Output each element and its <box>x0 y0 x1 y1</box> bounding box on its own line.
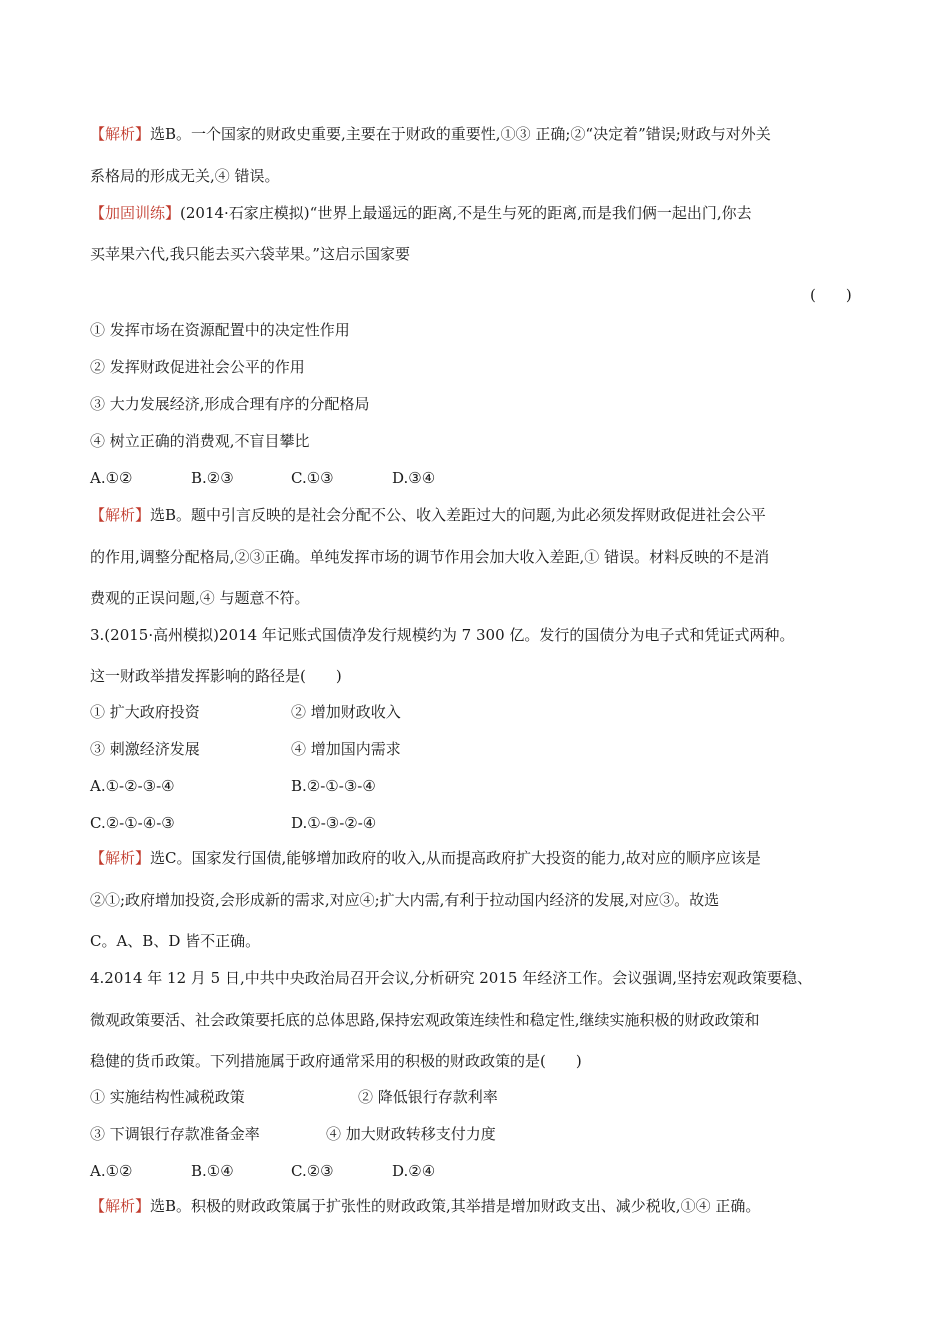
question-3-line-2: 这一财政举措发挥影响的路径是( ) <box>90 667 342 685</box>
q4-option-c: C.②③ <box>291 1162 334 1180</box>
question-4-line-3: 稳健的货币政策。下列措施属于政府通常采用的积极的财政政策的是( ) <box>90 1052 582 1070</box>
practice-line-2: 买苹果六代,我只能去买六袋苹果。”这启示国家要 <box>90 245 410 263</box>
question-4-items-row-2 <box>90 1124 496 1144</box>
analysis-tag: 【解析】 <box>90 125 151 143</box>
q4-option-d: D.②④ <box>392 1162 436 1180</box>
analysis-2-line-3: 费观的正误问题,④ 与题意不符。 <box>90 589 310 607</box>
practice-line-1: 【加固训练】(2014·石家庄模拟)“世界上最遥远的距离,不是生与死的距离,而是我们俩一起出门,你去 <box>90 204 752 222</box>
option-b: B.②③ <box>191 469 234 487</box>
answer-paren: ( ) <box>810 286 852 304</box>
question-4-line-1: 4.2014 年 12 月 5 日,中共中央政治局召开会议,分析研究 2015 年经济工作。会议强调,坚持宏观政策要稳、 <box>90 969 812 987</box>
analysis-2-line-1: 【解析】选B。题中引言反映的是社会分配不公、收入差距过大的问题,为此必须发挥财政促进社会公平 <box>90 506 766 524</box>
q4-item-1: ① 实施结构性减税政策 <box>90 1088 245 1106</box>
analysis-2-line-2: 的作用,调整分配格局,②③正确。单纯发挥市场的调节作用会加大收入差距,① 错误。材料反映的不是消 <box>90 548 770 566</box>
analysis-3-line-1: 【解析】选C。国家发行国债,能够增加政府的收入,从而提高政府扩大投资的能力,故对应的顺序应该是 <box>90 849 761 867</box>
practice-options <box>90 468 435 488</box>
practice-item-1: ① 发挥市场在资源配置中的决定性作用 <box>90 321 350 339</box>
option-a: A.①② <box>90 469 133 487</box>
question-3-items-row-2 <box>90 739 401 759</box>
question-3-items-row-1 <box>90 702 401 722</box>
question-4-items-row-1 <box>90 1087 498 1107</box>
practice-tag: 【加固训练】 <box>90 204 181 222</box>
practice-item-2: ② 发挥财政促进社会公平的作用 <box>90 358 305 376</box>
question-3-options-row-1 <box>90 776 376 796</box>
analysis-tag: 【解析】 <box>90 1197 151 1215</box>
analysis-3-line-2: ②①;政府增加投资,会形成新的需求,对应④;扩大内需,有利于拉动国内经济的发展,对应③。故选 <box>90 891 720 909</box>
option-c: C.①③ <box>291 469 334 487</box>
q4-item-2: ② 降低银行存款利率 <box>358 1088 498 1106</box>
q3-item-3: ③ 刺激经济发展 <box>90 740 200 758</box>
analysis-1-line-2: 系格局的形成无关,④ 错误。 <box>90 167 280 185</box>
q3-item-1: ① 扩大政府投资 <box>90 703 200 721</box>
q4-option-b: B.①④ <box>191 1162 234 1180</box>
q4-item-4: ④ 加大财政转移支付力度 <box>326 1125 496 1143</box>
analysis-tag: 【解析】 <box>90 506 151 524</box>
q3-option-a: A.①-②-③-④ <box>90 777 175 795</box>
q4-item-3: ③ 下调银行存款准备金率 <box>90 1125 260 1143</box>
question-3-line-1: 3.(2015·高州模拟)2014 年记账式国债净发行规模约为 7 300 亿。发行的国债分为电子式和凭证式两种。 <box>90 626 795 644</box>
option-d: D.③④ <box>392 469 436 487</box>
practice-item-4: ④ 树立正确的消费观,不盲目攀比 <box>90 432 310 450</box>
analysis-3-line-3: C。A、B、D 皆不正确。 <box>90 932 261 950</box>
q3-item-2: ② 增加财政收入 <box>291 703 401 721</box>
practice-item-3: ③ 大力发展经济,形成合理有序的分配格局 <box>90 395 370 413</box>
analysis-4-line-1: 【解析】选B。积极的财政政策属于扩张性的财政政策,其举措是增加财政支出、减少税收,①④ 正确。 <box>90 1197 761 1215</box>
q4-option-a: A.①② <box>90 1162 133 1180</box>
analysis-1-line-1: 【解析】选B。一个国家的财政史重要,主要在于财政的重要性,①③ 正确;②“决定着”错误;财政与对外关 <box>90 125 771 143</box>
question-4-options <box>90 1161 435 1181</box>
q3-option-d: D.①-③-②-④ <box>291 814 377 832</box>
question-3-options-row-2 <box>90 813 376 833</box>
q3-option-c: C.②-①-④-③ <box>90 814 175 832</box>
analysis-tag: 【解析】 <box>90 849 151 867</box>
q3-option-b: B.②-①-③-④ <box>291 777 376 795</box>
q3-item-4: ④ 增加国内需求 <box>291 740 401 758</box>
question-4-line-2: 微观政策要活、社会政策要托底的总体思路,保持宏观政策连续性和稳定性,继续实施积极的财政政策和 <box>90 1011 760 1029</box>
